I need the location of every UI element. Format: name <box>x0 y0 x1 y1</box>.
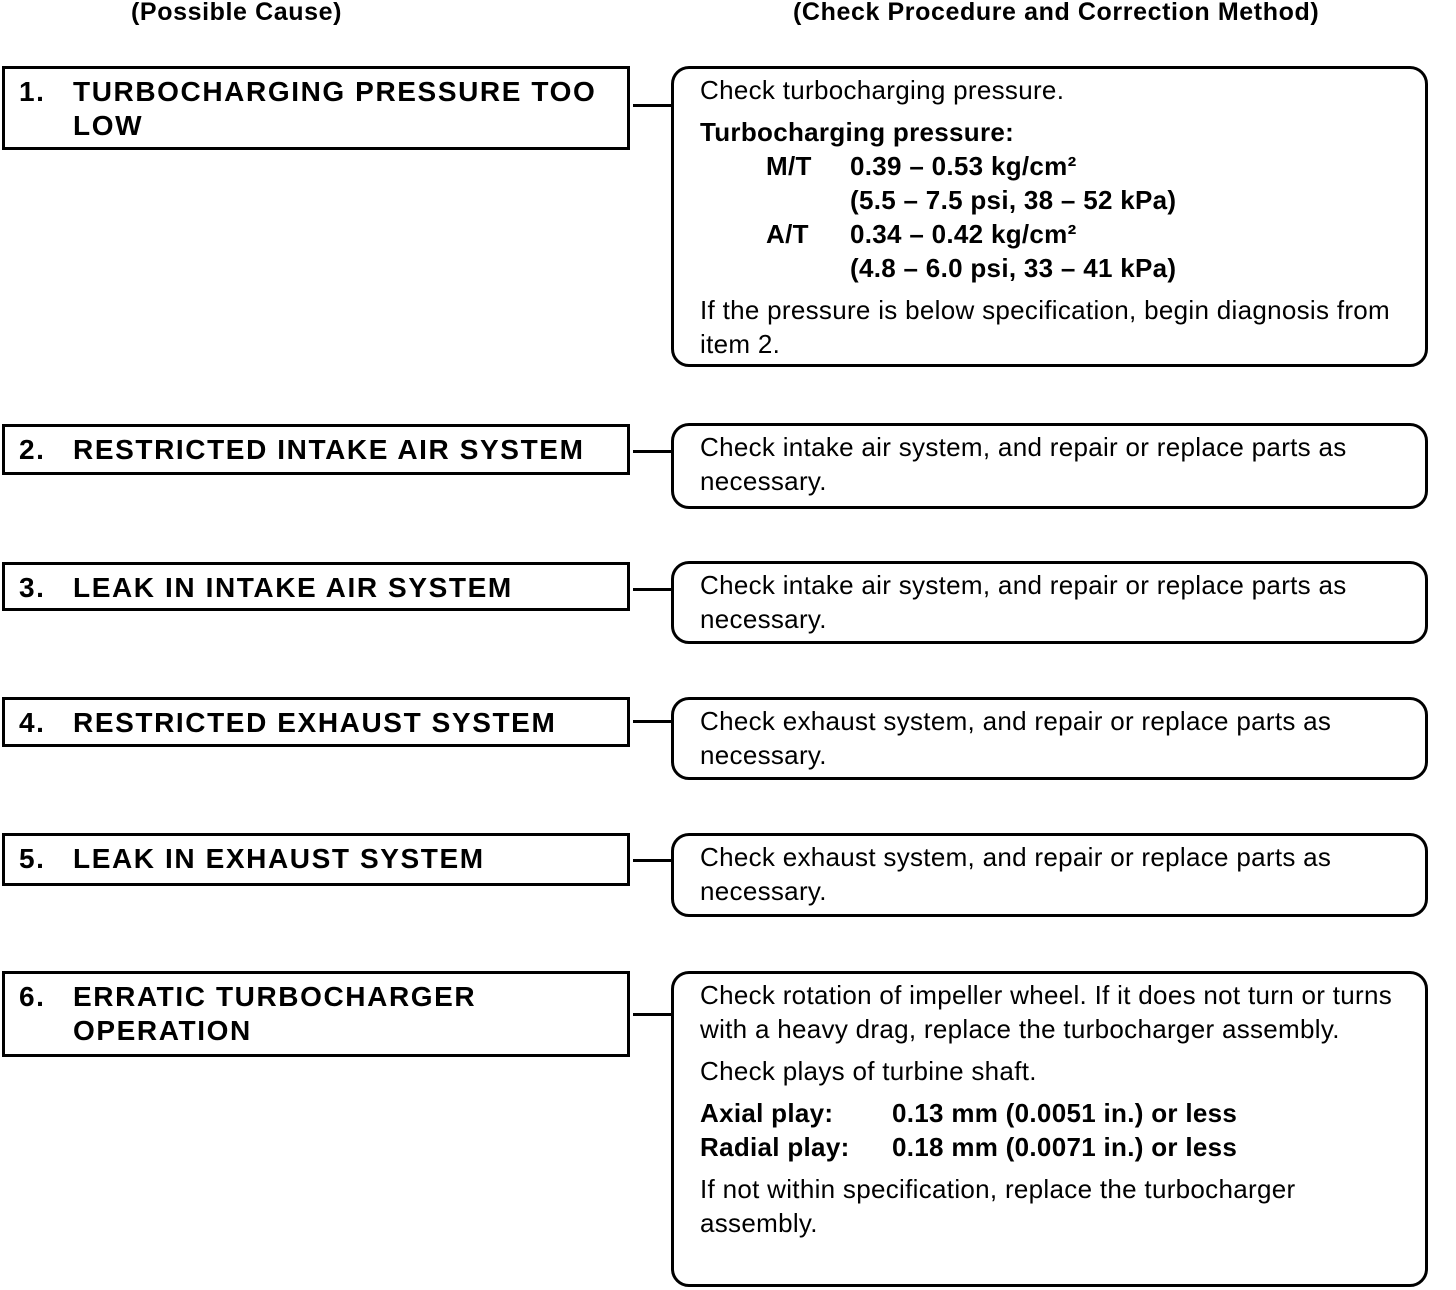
cause-text: LEAK IN EXHAUST SYSTEM <box>73 843 485 874</box>
cause-number: 5. <box>19 843 46 874</box>
check-box-6 <box>671 971 1428 1287</box>
radial-play-value: 0.18 mm (0.0071 in.) or less <box>892 1132 1238 1162</box>
cause-box-5 <box>2 833 630 886</box>
cause-text: RESTRICTED INTAKE AIR SYSTEM <box>73 434 585 465</box>
cause-box-3 <box>2 562 630 611</box>
radial-play-row <box>700 1130 1405 1164</box>
mt-label: M/T <box>766 151 812 181</box>
pressure-title: Turbocharging pressure: <box>700 117 1015 147</box>
cause-line: TURBOCHARGING PRESSURE TOO <box>73 76 597 107</box>
radial-play-label: Radial play: <box>700 1132 850 1162</box>
check-procedure-header: (Check Procedure and Correction Method) <box>793 0 1320 26</box>
check-box-1 <box>671 66 1428 367</box>
axial-play-row <box>700 1096 1405 1130</box>
cause-number: 4. <box>19 707 46 738</box>
cause-number: 1. <box>19 76 46 107</box>
check-text: Check exhaust system, and repair or replace parts as necessary. <box>700 706 1332 770</box>
cause-text: RESTRICTED EXHAUST SYSTEM <box>73 707 557 738</box>
cause-box-1 <box>2 66 630 150</box>
cause-number: 6. <box>19 981 46 1012</box>
check-note: If the pressure is below specification, begin diagnosis from item 2. <box>700 295 1391 359</box>
cause-line: LOW <box>73 110 144 141</box>
check-note: If not within specification, replace the turbocharger assembly. <box>700 1174 1296 1238</box>
at-spec-row <box>700 217 1405 251</box>
cause-text: LEAK IN INTAKE AIR SYSTEM <box>73 572 513 603</box>
check-box-5 <box>671 833 1428 917</box>
check-plays-text: Check plays of turbine shaft. <box>700 1056 1037 1086</box>
check-box-4 <box>671 697 1428 780</box>
check-box-2 <box>671 423 1428 509</box>
check-box-3 <box>671 561 1428 644</box>
connector-line-4 <box>633 720 673 723</box>
check-text: Check exhaust system, and repair or replace parts as necessary. <box>700 842 1332 906</box>
axial-play-value: 0.13 mm (0.0051 in.) or less <box>892 1098 1238 1128</box>
connector-line-5 <box>633 859 673 862</box>
mt-spec-row <box>700 149 1405 183</box>
at-value: 0.34 – 0.42 kg/cm² <box>850 219 1077 249</box>
cause-line: OPERATION <box>73 1015 252 1046</box>
connector-line-2 <box>633 450 673 453</box>
cause-number: 3. <box>19 572 46 603</box>
cause-box-6 <box>2 971 630 1057</box>
check-text: Check intake air system, and repair or replace parts as necessary. <box>700 570 1347 634</box>
check-text: Check intake air system, and repair or replace parts as necessary. <box>700 432 1347 496</box>
axial-play-label: Axial play: <box>700 1098 834 1128</box>
connector-line-6 <box>633 1013 673 1016</box>
cause-text <box>73 75 619 143</box>
cause-box-4 <box>2 697 630 747</box>
cause-text <box>73 980 619 1048</box>
check-text: Check rotation of impeller wheel. If it does not turn or turns with a heavy drag, replace the turbocharger assembly. <box>700 980 1393 1044</box>
mt-value: 0.39 – 0.53 kg/cm² <box>850 151 1077 181</box>
connector-line-1 <box>633 104 673 107</box>
at-sub-value: (4.8 – 6.0 psi, 33 – 41 kPa) <box>850 253 1177 283</box>
at-label: A/T <box>766 219 809 249</box>
possible-cause-header: (Possible Cause) <box>131 0 343 26</box>
cause-box-2 <box>2 424 630 475</box>
connector-line-3 <box>633 588 673 591</box>
cause-number: 2. <box>19 434 46 465</box>
mt-sub-value: (5.5 – 7.5 psi, 38 – 52 kPa) <box>850 185 1177 215</box>
cause-line: ERRATIC TURBOCHARGER <box>73 981 477 1012</box>
check-text: Check turbocharging pressure. <box>700 75 1065 105</box>
